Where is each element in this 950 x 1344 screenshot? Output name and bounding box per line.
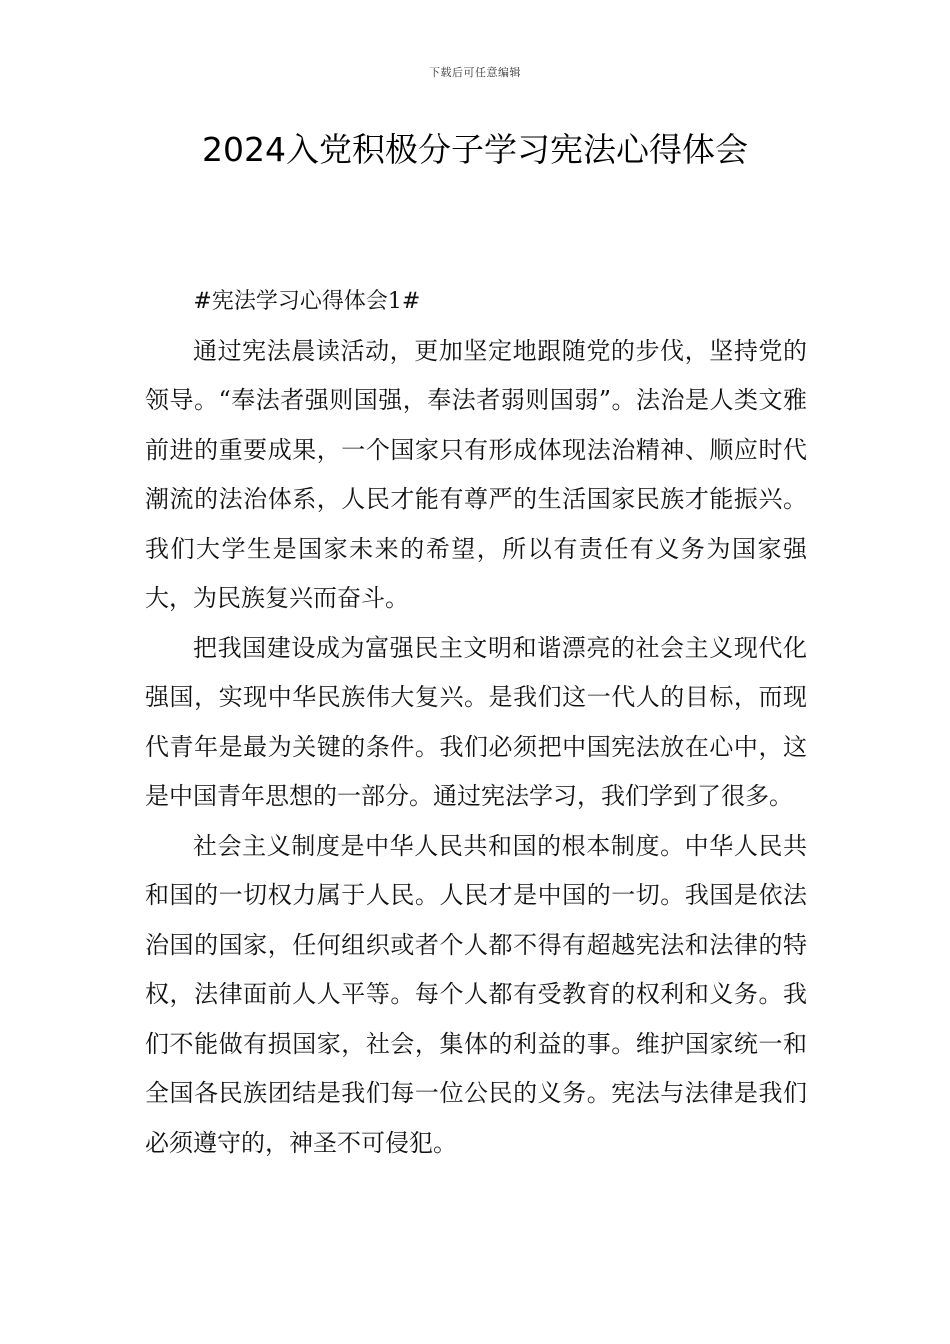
paragraph-2: 把我国建设成为富强民主文明和谐漂亮的社会主义现代化强国，实现中华民族伟大复兴。是我们这一代人的目标，而现代青年是最为关键的条件。我们必须把中国宪法放在心中，这是中国青年思想的一部分。通过宪法学习，我们学到了很多。 bbox=[145, 633, 807, 810]
paragraph-1: 通过宪法晨读活动，更加坚定地跟随党的步伐，坚持党的领导。“奉法者强则国强，奉法者弱则国弱”。法治是人类文雅前进的重要成果，一个国家只有形成体现法治精神、顺应时代潮流的法治体系，人民才能有尊严的生活国家民族才能振兴。我们大学生是国家未来的希望，所以有责任有义务为国家强大，为民族复兴而奋斗。 bbox=[145, 336, 807, 612]
document-body bbox=[145, 277, 807, 1168]
header-note: 下载后可任意编辑 bbox=[429, 66, 521, 79]
paragraph-3: 社会主义制度是中华人民共和国的根本制度。中华人民共和国的一切权力属于人民。人民才是中国的一切。我国是依法治国的国家，任何组织或者个人都不得有超越宪法和法律的特权，法律面前人人平等。每个人都有受教育的权利和义务。我们不能做有损国家，社会，集体的利益的事。维护国家统一和全国各民族团结是我们每一位公民的义务。宪法与法律是我们必须遵守的，神圣不可侵犯。 bbox=[145, 831, 807, 1157]
page-title: 2024入党积极分子学习宪法心得体会 bbox=[202, 130, 748, 169]
section-heading: #宪法学习心得体会1# bbox=[193, 289, 421, 314]
